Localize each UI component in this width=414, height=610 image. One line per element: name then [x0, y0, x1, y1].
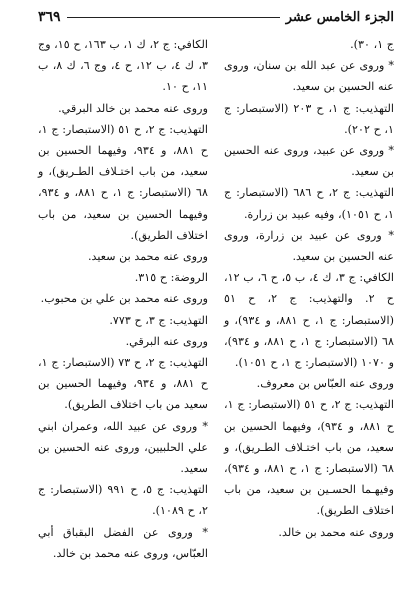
- paragraph: وروى عنه محمد بن علي بن محبوب.: [40, 292, 208, 306]
- paragraph: التهذيب: ج ٢، ح ٥١ (الاستبصار: ج ١، ح ٨٨١، و ٩٣٤، وفيهما الحسين بن سعيد، من باب اختـلاف الطـريق)، و ٦٨ (الاستبصار: ج ١، ح ٨٨١، و ٩٣٤، وفيهما الحسين بن سعيد، من باب اختلاف الطريق).: [38, 122, 209, 242]
- paragraph: التهذيب: ج ٣، ح ٧٧٣.: [109, 313, 208, 327]
- paragraph: الكافي: ج ٢، ك ١، ب ١٦٣، ح ١٥، وج ٣، ك ٤، ب ١٢، ح ٤، وج ٦، ك ٨، ب ١١، ح ١٠.: [38, 38, 208, 94]
- paragraph: التهذيب: ج ٢، ح ٥١ (الاستبصار: ج ١، ح ٨٨١، و ٩٣٤)، وفيهما الحسين بن سعيد، من باب اختـلاف الطـريق)، و ٦٨ (الاستبصار: ج ١، ح ٨٨١، و ٩٣٤)، وفيهـما الحسـين بن سعيد، من باب اختلاف الطريق).: [224, 398, 395, 518]
- paragraph: * وروى عن عبيد الله، وعمران ابني علي الحلبيين، وروى عنه الحسين بن سعيد.: [38, 419, 208, 476]
- running-title: الجزء الخامس عشر: [285, 9, 394, 25]
- paragraph: وروى عنه محمد بن خالد.: [278, 525, 394, 539]
- paragraph: التهذيب: ج ٢، ح ٧٣ (الاستبصار: ج ١، ح ٨٨١، و ٩٣٤، وفيهما الحسين بن سعيد من باب اختلاف الطريق).: [38, 356, 209, 412]
- paragraph: وروى عنه محمد بن خالد البرقي.: [58, 101, 208, 115]
- right-column: [224, 34, 394, 543]
- page-header: [38, 6, 394, 28]
- paragraph: وروى عنه البرقي.: [125, 334, 208, 348]
- paragraph: * وروى عن عبيد، وروى عنه الحسين بن سعيد.: [224, 144, 394, 179]
- page-number: ٣٦٩: [38, 9, 61, 25]
- paragraph: * وروى عن عبيد بن زرارة، وروى عنه الحسين بن سعيد.: [224, 228, 394, 264]
- paragraph: التهذيب: ج ٥، ح ٩٩١ (الاستبصار: ج ٢، ح ١٠٨٩).: [38, 483, 208, 518]
- header-rule: [67, 17, 280, 18]
- paragraph: * وروى عن عبد الله بن سنان، وروى عنه الحسين بن سعيد.: [224, 59, 394, 94]
- paragraph: الروضة: ح ٣١٥.: [134, 271, 208, 285]
- paragraph: وروى عنه العبّاس بن معروف.: [256, 377, 394, 391]
- paragraph: وروى عنه محمد بن سعيد.: [88, 250, 208, 264]
- paragraph: الكافي: ج ٣، ك ٤، ب ٥، ح ٦، ب ١٢، ح ٢. والتهذيب: ج ٢، ح ٥١ (الاستبصار: ج ١، ح ٨٨١، و ٩٣٤)، و ٦٨ (الاستبصار: ج ١، ح ٨٨١، و ٩٣٤)، و ١٠٧٠ (الاستبصار: ج ١، ح ١٠٥١).: [224, 271, 394, 370]
- paragraph: التهذيب: ج ١، ح ٢٠٣ (الاستبصار: ج ١، ح ٢٠٢).: [224, 101, 394, 136]
- paragraph: ج ١، ٣٠).: [350, 38, 394, 51]
- paragraph: * وروى عن الفضل البقباق أبي العبّاس، وروى عنه محمد بن خالد.: [38, 525, 208, 560]
- paragraph: التهذيب: ج ٢، ح ٦٨٦ (الاستبصار: ج ١، ح ١٠٥١)، وفيه عبيد بن زرارة.: [224, 186, 394, 221]
- left-column: [38, 34, 208, 564]
